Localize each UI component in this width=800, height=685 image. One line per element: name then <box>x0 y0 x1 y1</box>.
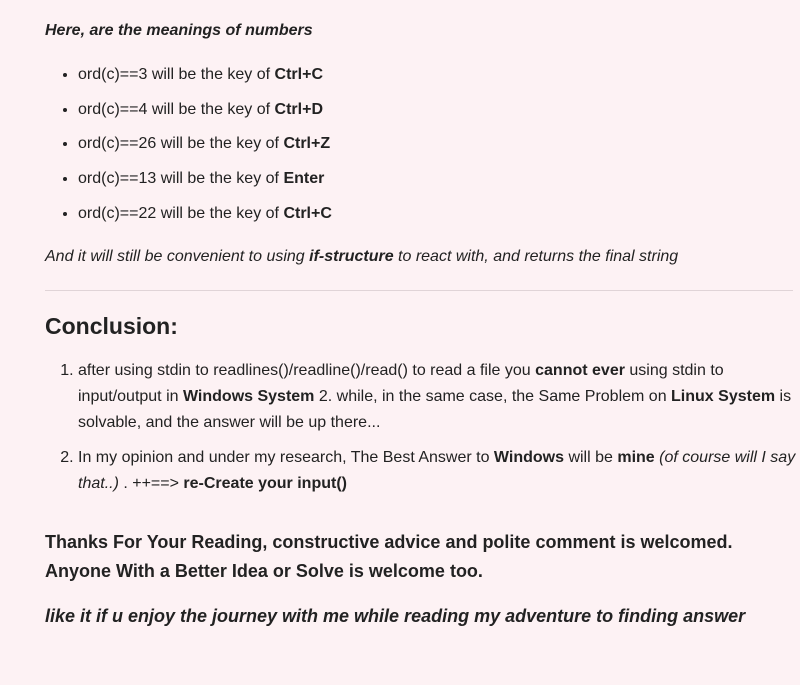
item-text: . ++==> <box>118 475 184 492</box>
list-item <box>78 203 778 238</box>
item-text: 2. while, in the same case, the Same Problem on <box>314 388 672 405</box>
intro-text: Here, are the meanings of numbers <box>45 22 313 39</box>
item-text: after using stdin to readlines()/readline()/read() to read a file you <box>78 362 536 379</box>
note-after: to react with, and returns the final string <box>393 248 679 265</box>
section-divider <box>45 290 793 291</box>
item-bold: Windows <box>493 449 564 466</box>
list-item <box>78 133 778 168</box>
like-text: like it if u enjoy the journey with me while reading my adventure to finding answer <box>45 606 746 626</box>
item-text: In my opinion and under my research, The Best Answer to <box>78 449 494 466</box>
key-code-text: ord(c)==3 will be the key of <box>78 66 275 83</box>
list-item <box>78 99 778 134</box>
key-name: Ctrl+C <box>283 204 332 222</box>
list-item <box>78 445 798 497</box>
conclusion-list <box>45 358 798 497</box>
note-text <box>45 246 793 268</box>
item-text: is solvable, and the answer will be up there... <box>78 388 792 431</box>
item-bold: mine <box>617 449 655 466</box>
list-item <box>78 358 798 436</box>
item-text: will be <box>564 449 618 466</box>
conclusion-heading: Conclusion: <box>45 313 178 339</box>
item-bold: cannot ever <box>535 362 625 379</box>
thanks-text: Thanks For Your Reading, constructive advice and polite comment is welcomed. Anyone With a Better Idea or Solve is welcome too. <box>45 532 733 581</box>
note-before: And it will still be convenient to using <box>45 248 310 265</box>
key-name: Enter <box>283 170 325 188</box>
key-code-text: ord(c)==26 will be the key of <box>78 135 284 153</box>
key-code-text: ord(c)==4 will be the key of <box>78 100 275 118</box>
key-name: Ctrl+C <box>274 66 323 83</box>
key-code-text: ord(c)==22 will be the key of <box>78 204 284 222</box>
key-meaning-list <box>45 64 778 237</box>
key-name: Ctrl+Z <box>283 135 331 153</box>
item-bold: Windows System <box>182 388 315 405</box>
note-bold: if-structure <box>309 248 394 265</box>
list-item <box>78 64 778 99</box>
item-bold: re-Create your input() <box>183 475 347 492</box>
key-name: Ctrl+D <box>274 100 323 118</box>
list-item <box>78 168 778 203</box>
key-code-text: ord(c)==13 will be the key of <box>78 170 284 188</box>
item-bold: Linux System <box>671 388 776 405</box>
item-text: using stdin to input/output in <box>78 362 724 405</box>
item-italic: (of course will I say that..) <box>78 449 796 492</box>
